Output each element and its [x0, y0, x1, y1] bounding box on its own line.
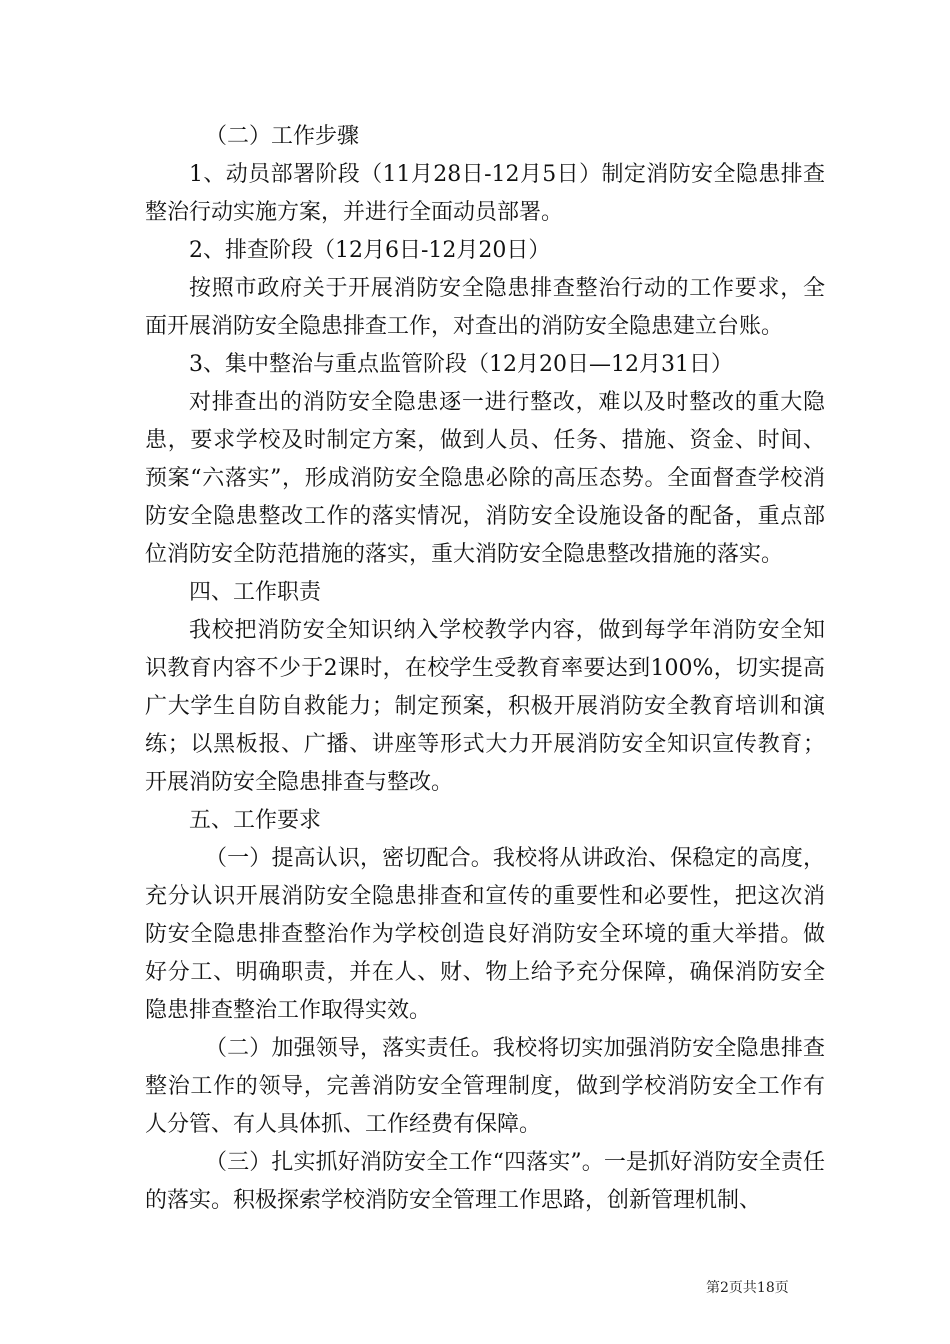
paragraph-work-duties: 我校把消防安全知识纳入学校教学内容，做到每学年消防安全知识教育内容不少于2课时，在校学生受教育率要达到100%，切实提高广大学生自防自救能力；制定预案，积极开展消防安全教育培训和演练；以黑板报、广播、讲座等形式大力开展消防安全知识宣传教育；开展消防安全隐患排查与整改。 [145, 618, 825, 795]
heading-work-requirements: 五、工作要求 [189, 808, 322, 833]
paragraph-requirement-1: （一）提高认识，密切配合。我校将从讲政治、保稳定的高度，充分认识开展消防安全隐患排查和宣传的重要性和必要性，把这次消防安全隐患排查整治作为学校创造良好消防安全环境的重大举措。做好分工、明确职责，并在人、财、物上给予充分保障，确保消防安全隐患排查整治工作取得实效。 [145, 846, 825, 1023]
paragraph-stage-3: 3、集中整治与重点监管阶段（12月20日—12月31日） [189, 352, 733, 377]
paragraph-requirement-2: （二）加强领导，落实责任。我校将切实加强消防安全隐患排查整治工作的领导，完善消防安全管理制度，做到学校消防安全工作有人分管、有人具体抓、工作经费有保障。 [145, 1036, 825, 1137]
page-number: 第2页共18页 [706, 1280, 789, 1296]
paragraph-stage-2: 2、排查阶段（12月6日-12月20日） [189, 238, 551, 263]
heading-work-steps: （二）工作步骤 [205, 124, 360, 149]
document-body [145, 118, 825, 1220]
heading-work-duties: 四、工作职责 [189, 580, 322, 605]
paragraph-stage-1: 1、动员部署阶段（11月28日-12月5日）制定消防安全隐患排查整治行动实施方案，并进行全面动员部署。 [145, 162, 825, 225]
paragraph-requirement-3: （三）扎实抓好消防安全工作“四落实”。一是抓好消防安全责任的落实。积极探索学校消防安全管理工作思路，创新管理机制、 [145, 1150, 825, 1213]
paragraph-stage-3-detail: 对排查出的消防安全隐患逐一进行整改，难以及时整改的重大隐患，要求学校及时制定方案，做到人员、任务、措施、资金、时间、预案“六落实”，形成消防安全隐患必除的高压态势。全面督查学校消防安全隐患整改工作的落实情况，消防安全设施设备的配备，重点部位消防安全防范措施的落实，重大消防安全隐患整改措施的落实。 [145, 390, 825, 567]
paragraph-stage-2-detail: 按照市政府关于开展消防安全隐患排查整治行动的工作要求，全面开展消防安全隐患排查工作，对查出的消防安全隐患建立台账。 [145, 276, 825, 339]
